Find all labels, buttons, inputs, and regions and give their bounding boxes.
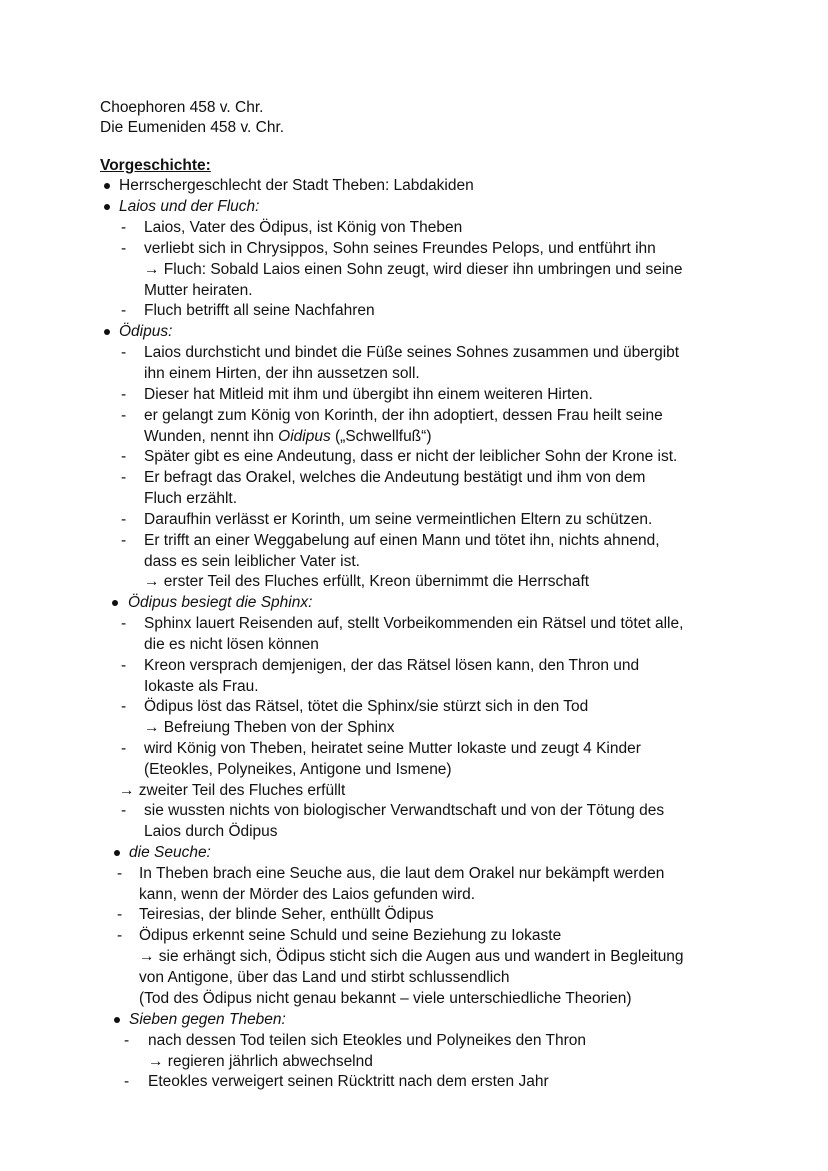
text-line: sie wussten nichts von biologischer Verwandtschaft und von der Tötung des	[144, 802, 665, 819]
text-line: ihn einem Hirten, der ihn aussetzen soll.	[144, 365, 420, 382]
text-line: → Fluch: Sobald Laios einen Sohn zeugt, wird dieser ihn umbringen und seine	[144, 261, 683, 278]
text-line: → regieren jährlich abwechselnd	[148, 1053, 373, 1070]
text-line: dass es sein leiblicher Vater ist.	[144, 553, 360, 570]
subheading: Ödipus:	[119, 323, 173, 340]
text-line: Fluch betrifft all seine Nachfahren	[144, 302, 375, 319]
text-line: wird König von Theben, heiratet seine Mutter Iokaste und zeugt 4 Kinder	[144, 740, 641, 757]
text-line: → erster Teil des Fluches erfüllt, Kreon übernimmt die Herrschaft	[144, 573, 590, 590]
text-line: kann, wenn der Mörder des Laios gefunden wird.	[139, 886, 476, 903]
text-line: er gelangt zum König von Korinth, der ihn adoptiert, dessen Frau heilt seine	[144, 407, 663, 424]
text-line: Iokaste als Frau.	[144, 678, 259, 695]
dash-icon: -	[121, 469, 127, 486]
text-line: Später gibt es eine Andeutung, dass er nicht der leiblicher Sohn der Krone ist.	[144, 448, 678, 465]
text-line: Ödipus erkennt seine Schuld und seine Beziehung zu Iokaste	[139, 927, 562, 944]
text-line: verliebt sich in Chrysippos, Sohn seines Freundes Pelops, und entführt ihn	[144, 240, 656, 257]
text-line: Teiresias, der blinde Seher, enthüllt Ödipus	[139, 906, 434, 923]
dash-icon: -	[124, 1073, 130, 1090]
dash-icon: -	[124, 1032, 130, 1049]
dash-icon: -	[121, 657, 127, 674]
dash-icon: -	[121, 240, 127, 257]
text-line: die es nicht lösen können	[144, 636, 319, 653]
text-line: Er befragt das Orakel, welches die Andeutung bestätigt und ihm von dem	[144, 469, 646, 486]
text-line: nach dessen Tod teilen sich Eteokles und Polyneikes den Thron	[148, 1032, 587, 1049]
subheading: die Seuche:	[129, 844, 211, 861]
dash-icon: -	[121, 740, 127, 757]
bullet-icon	[114, 1017, 120, 1023]
dash-icon: -	[121, 302, 127, 319]
text-line: Sphinx lauert Reisenden auf, stellt Vorbeikommenden ein Rätsel und tötet alle,	[144, 615, 684, 632]
subheading: Sieben gegen Theben:	[129, 1011, 286, 1028]
text-line: Er trifft an einer Weggabelung auf einen Mann und tötet ihn, nichts ahnend,	[144, 532, 660, 549]
section-title: Vorgeschichte:	[100, 157, 211, 174]
text-line: Daraufhin verlässt er Korinth, um seine vermeintlichen Eltern zu schützen.	[144, 511, 653, 528]
text-line: Laios, Vater des Ödipus, ist König von Theben	[144, 219, 463, 236]
dash-icon: -	[117, 865, 123, 882]
text-run: („Schwellfuß“)	[330, 428, 432, 445]
text-line: von Antigone, über das Land und stirbt schlussendlich	[139, 969, 510, 986]
dash-icon: -	[121, 511, 127, 528]
text-line: In Theben brach eine Seuche aus, die laut dem Orakel nur bekämpft werden	[139, 865, 665, 882]
text-line: → sie erhängt sich, Ödipus sticht sich die Augen aus und wandert in Begleitung	[139, 948, 684, 965]
dash-icon: -	[121, 802, 127, 819]
text-line: Kreon versprach demjenigen, der das Rätsel lösen kann, den Thron und	[144, 657, 640, 674]
oidipus-name: Oidipus	[278, 428, 331, 445]
bullet-icon	[114, 850, 120, 856]
text-line: Dieser hat Mitleid mit ihm und übergibt ihn einem weiteren Hirten.	[144, 386, 593, 403]
text-line: Herrschergeschlecht der Stadt Theben: Labdakiden	[119, 177, 474, 194]
dash-icon: -	[117, 906, 123, 923]
dash-icon: -	[121, 532, 127, 549]
dash-icon: -	[121, 344, 127, 361]
dash-icon: -	[121, 386, 127, 403]
text-line: → Befreiung Theben von der Sphinx	[144, 719, 395, 736]
dash-icon: -	[121, 615, 127, 632]
text-line: Mutter heiraten.	[144, 282, 253, 299]
dash-icon: -	[117, 927, 123, 944]
bullet-icon	[104, 329, 110, 335]
text-line: Laios durchsticht und bindet die Füße seines Sohnes zusammen und übergibt	[144, 344, 680, 361]
text-line: (Tod des Ödipus nicht genau bekannt – viele unterschiedliche Theorien)	[139, 990, 632, 1007]
subheading: Ödipus besiegt die Sphinx:	[128, 594, 313, 611]
bullet-icon	[104, 183, 110, 189]
bullet-icon	[104, 204, 110, 210]
dash-icon: -	[121, 219, 127, 236]
dash-icon: -	[121, 698, 127, 715]
text-line: Laios durch Ödipus	[144, 823, 278, 840]
text-line	[144, 427, 431, 447]
dash-icon: -	[121, 448, 127, 465]
text-line: Ödipus löst das Rätsel, tötet die Sphinx/sie stürzt sich in den Tod	[144, 698, 589, 715]
header-line-2: Die Eumeniden 458 v. Chr.	[100, 119, 285, 136]
subheading: Laios und der Fluch:	[119, 198, 260, 215]
bullet-icon	[112, 600, 118, 606]
text-line: Eteokles verweigert seinen Rücktritt nach dem ersten Jahr	[148, 1073, 549, 1090]
dash-icon: -	[121, 407, 127, 424]
text-line: (Eteokles, Polyneikes, Antigone und Ismene)	[144, 761, 452, 778]
text-run: Wunden, nennt ihn	[144, 428, 279, 445]
text-line: Fluch erzählt.	[144, 490, 238, 507]
header-line-1: Choephoren 458 v. Chr.	[100, 99, 264, 116]
text-line: → zweiter Teil des Fluches erfüllt	[119, 782, 346, 799]
